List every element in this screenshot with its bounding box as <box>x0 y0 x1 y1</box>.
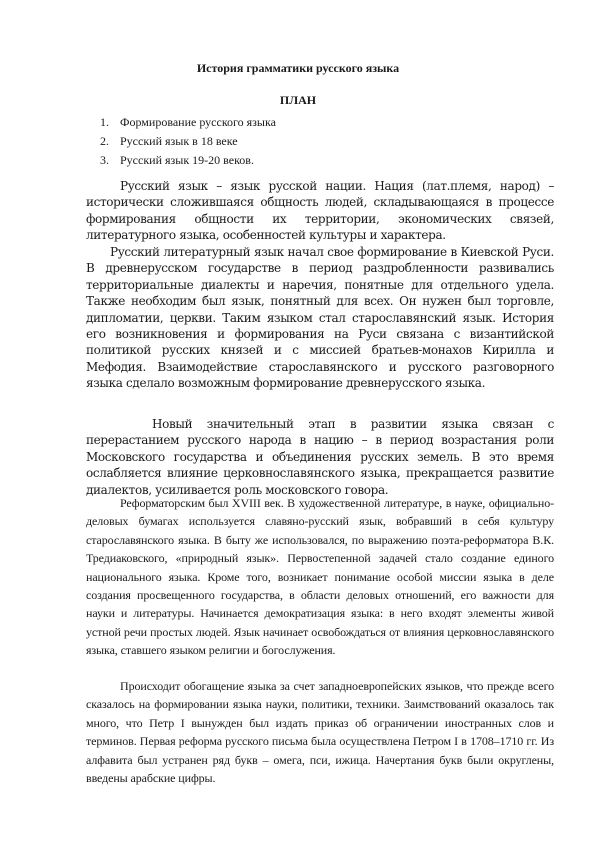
paragraph-peter-reform: Происходит обогащение языка за счет западноевропейских языков, что прежде всего сказалось на формировании языка науки, политики, техники. Заимствований оказалось так много, что Петр I вынужден был издать приказ об ограничении иностранных слов и терминов. Первая реформа русского письма была осуществлена Петром I в 1708–1710 гг. Из алфавита был устранен ряд букв – омега, пси, ижица. Начертания букв были округлены, введены арабские цифры. <box>86 679 554 786</box>
plan-item-text: Русский язык 19-20 веков. <box>120 153 254 167</box>
plan-item-number: 2. <box>100 134 109 148</box>
paragraph-18th-century: Реформаторским был XVIII век. В художественной литературе, в науке, официально-деловых бумагах используется славяно-русский язык, вобравший в себя культуру старославянского языка. В быту же использовался, по выражению поэта-реформатора В.К. Тредиаковского, «природный язык». Первостепенной задачей стало создание единого национального языка. Кроме того, возникает понимание особой миссии языка в деле создания просвещенного государства, в области деловых отношений, его важности для науки и литературы. Начинается демократизация языка: в него входят элементы живой устной речи простых людей. Язык начинает освобождаться от влияния церковнославянского языка, ставшего языком религии и богослужения. <box>86 496 554 658</box>
plan-item <box>100 132 276 151</box>
plan-item <box>100 113 276 132</box>
plan-item-number: 1. <box>100 115 109 129</box>
paragraph-russian-nation: Русский язык – язык русской нации. Нация (лат.племя, народ) – исторически сложившаяся общность людей, складывающаяся в процессе формирования общности их территории, экономических связей, литературного языка, особенностей культуры и характера. <box>86 179 554 243</box>
plan-heading: ПЛАН <box>279 93 317 107</box>
paragraph-moscow-state: Новый значительный этап в развитии языка связан с перерастанием русского народа в нацию – в период возрастания роли Московского государства и объединения русских земель. В это время ослабляется влияние церковнославянского языка, прекращается развитие диалектов, усиливается роль московского говора. <box>86 417 554 497</box>
plan-item-text: Формирование русского языка <box>120 115 276 129</box>
document-title: История грамматики русского языка <box>196 61 400 75</box>
paragraph-kievan-rus: Русский литературный язык начал свое формирование в Киевской Руси. В древнерусском государстве в период раздробленности развивались территориальные диалекты и наречия, понятные для отдельного удела. Также необходим был язык, понятный для всех. Он нужен был торговле, дипломатии, церкви. Таким языком стал старославянский язык. История его возникновения и формирования на Руси связана с византийской политикой русских князей и с миссией братьев-монахов Кирилла и Мефодия. Взаимодействие старославянского и русского разговорного языка сделало возможным формирование древнерусского языка. <box>86 245 554 391</box>
plan-item-number: 3. <box>100 153 109 167</box>
plan-item-text: Русский язык в 18 веке <box>120 134 238 148</box>
plan-list <box>100 113 276 170</box>
plan-item <box>100 151 276 170</box>
